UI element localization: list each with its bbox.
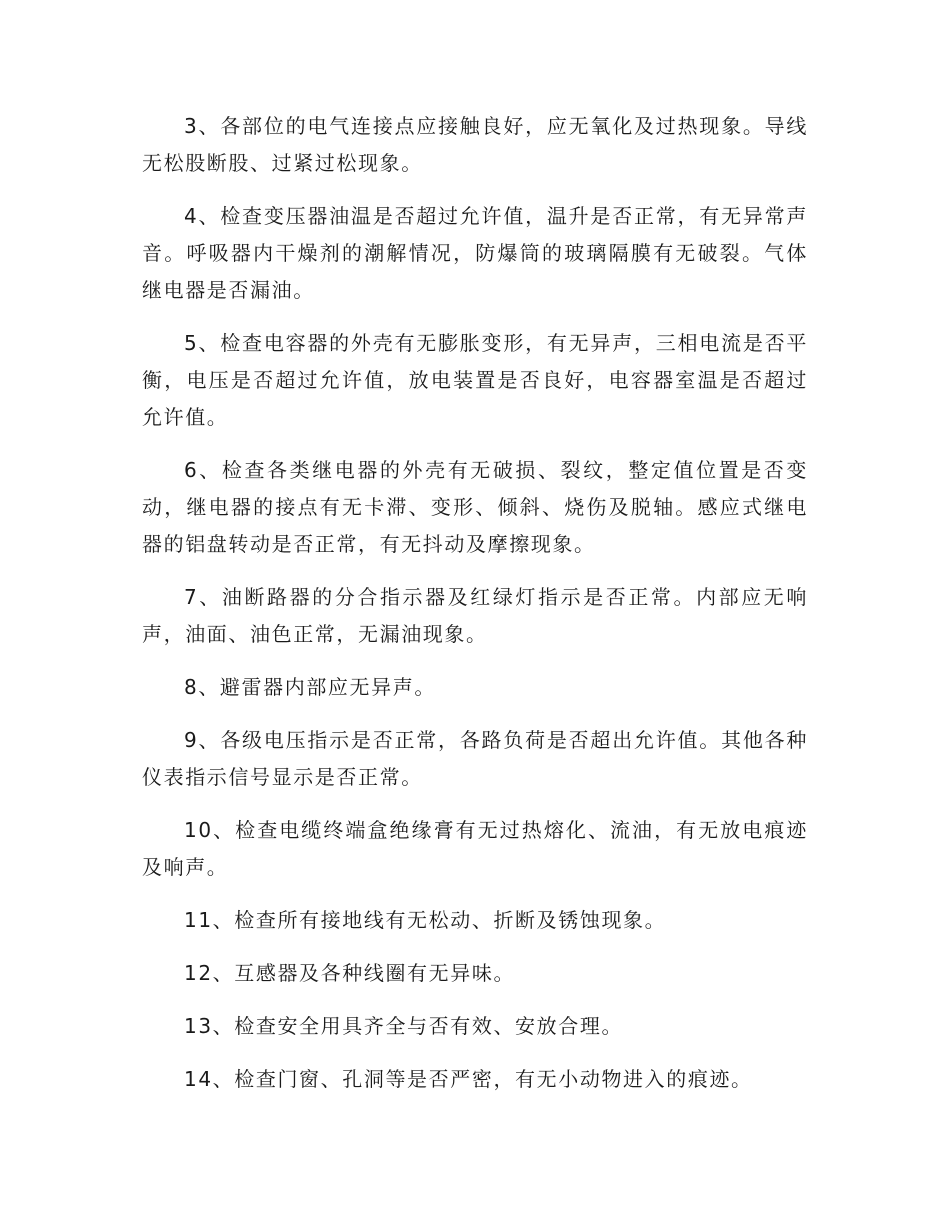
paragraph-item-5: 5、检查电容器的外壳有无膨胀变形，有无异声，三相电流是否平衡，电压是否超过允许值，放电装置是否良好，电容器室温是否超过允许值。 [142, 331, 808, 429]
paragraph-item-6: 6、检查各类继电器的外壳有无破损、裂纹，整定值位置是否变动，继电器的接点有无卡滞、变形、倾斜、烧伤及脱轴。感应式继电器的铝盘转动是否正常，有无抖动及摩擦现象。 [142, 458, 808, 556]
paragraph-item-11: 11、检查所有接地线有无松动、折断及锈蚀现象。 [184, 908, 667, 932]
paragraph-item-7: 7、油断路器的分合指示器及红绿灯指示是否正常。内部应无响声，油面、油色正常，无漏油现象。 [142, 585, 808, 646]
paragraph-item-3: 3、各部位的电气连接点应接触良好，应无氧化及过热现象。导线无松股断股、过紧过松现象。 [142, 114, 808, 175]
paragraph-item-10: 10、检查电缆终端盒绝缘膏有无过热熔化、流油，有无放电痕迹及响声。 [142, 818, 808, 879]
paragraph-item-12: 12、互感器及各种线圈有无异味。 [184, 961, 516, 985]
paragraph-item-8: 8、避雷器内部应无异声。 [184, 675, 436, 699]
paragraph-item-4: 4、检查变压器油温是否超过允许值，温升是否正常，有无异常声音。呼吸器内干燥剂的潮解情况，防爆筒的玻璃隔膜有无破裂。气体继电器是否漏油。 [142, 204, 808, 302]
paragraph-item-14: 14、检查门窗、孔洞等是否严密，有无小动物进入的痕迹。 [184, 1067, 753, 1091]
paragraph-item-9: 9、各级电压指示是否正常，各路负荷是否超出允许值。其他各种仪表指示信号显示是否正常。 [142, 728, 808, 789]
document-body [142, 108, 808, 1114]
paragraph-item-13: 13、检查安全用具齐全与否有效、安放合理。 [184, 1014, 624, 1038]
